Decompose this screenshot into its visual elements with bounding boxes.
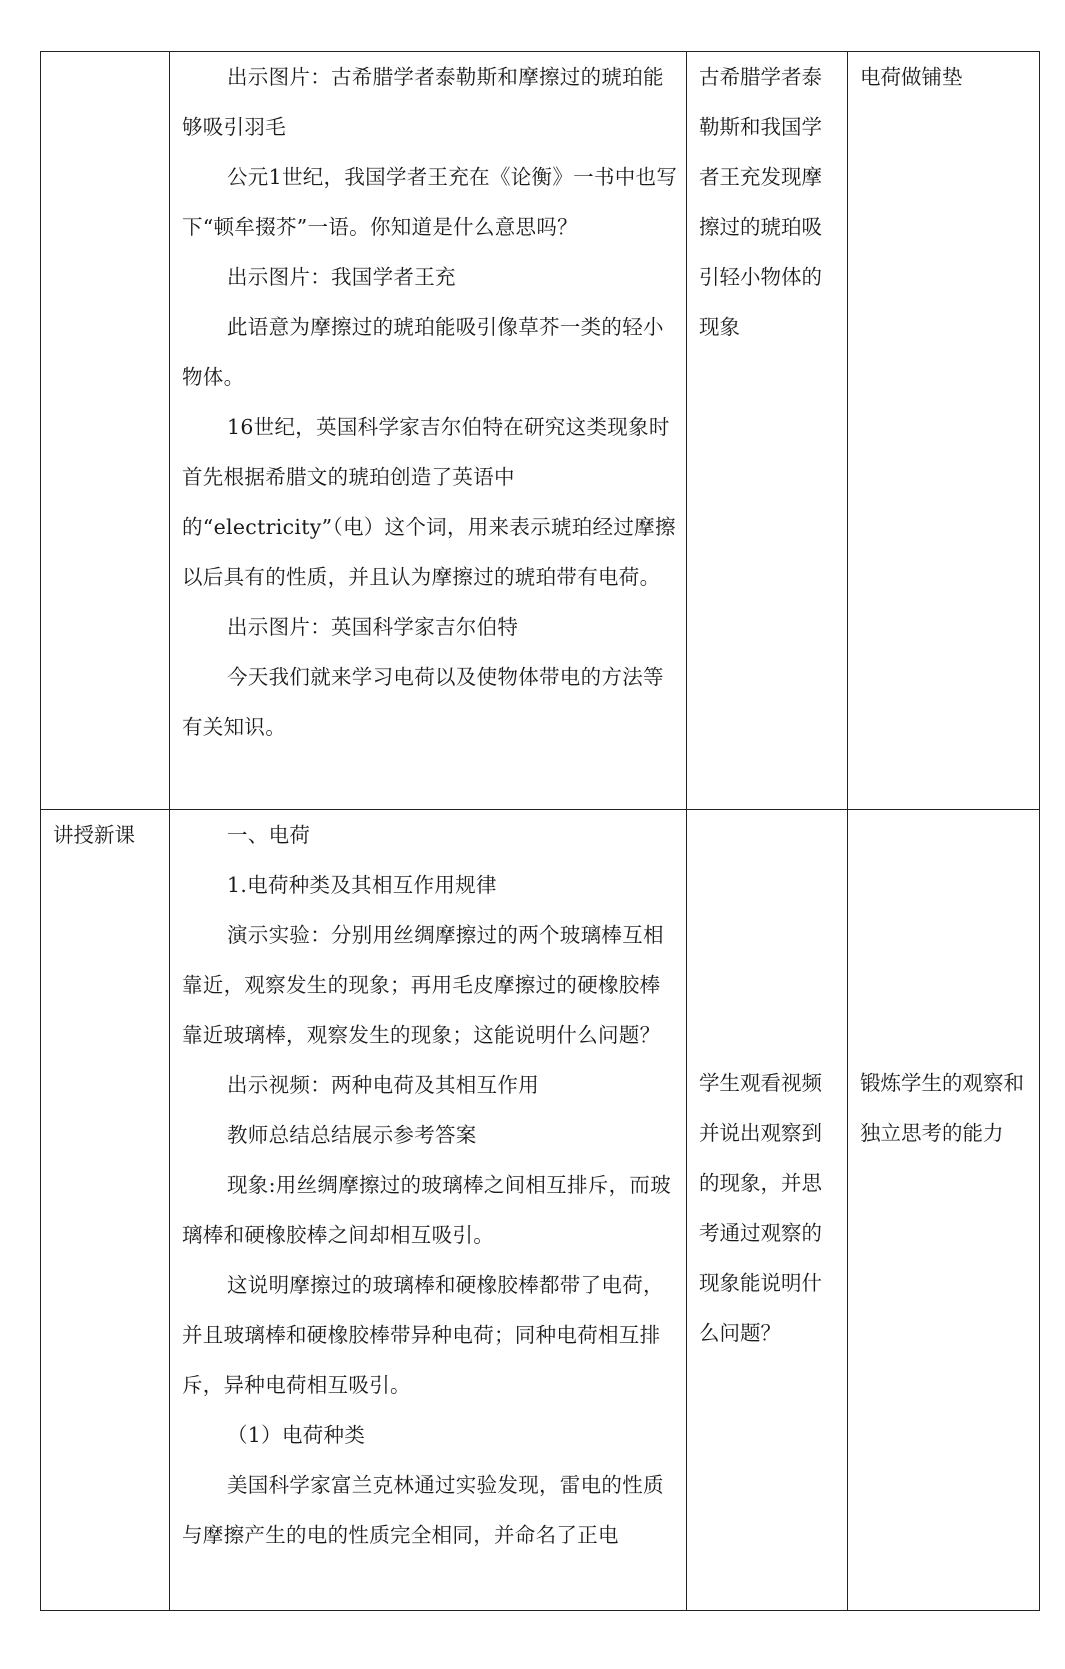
cell-spacer: [860, 814, 1031, 1058]
table-row: [41, 52, 1040, 810]
lesson-plan-table: [40, 51, 1040, 1611]
cell-spacer: [699, 814, 839, 1058]
content-cell: [170, 810, 687, 1611]
design-intent-cell: [848, 810, 1040, 1611]
content-paragraph: 现象:用丝绸摩擦过的玻璃棒之间相互排斥，而玻璃棒和硬橡胶棒之间却相互吸引。: [182, 1173, 672, 1247]
content-paragraph: 这说明摩擦过的玻璃棒和硬橡胶棒都带了电荷，并且玻璃棒和硬橡胶棒带异种电荷；同种电荷相互排斥，异种电荷相互吸引。: [182, 1273, 664, 1397]
content-paragraph: 出示视频：两种电荷及其相互作用: [227, 1073, 539, 1097]
content-paragraph: 此语意为摩擦过的琥珀能吸引像草芥一类的轻小物体。: [182, 315, 664, 389]
student-activity-text: 学生观看视频并说出观察到的现象，并思考通过观察的现象能说明什么问题？: [699, 1071, 822, 1345]
design-intent-text: 锻炼学生的观察和独立思考的能力: [860, 1071, 1024, 1145]
content-paragraph: 美国科学家富兰克林通过实验发现，雷电的性质与摩擦产生的电的性质完全相同，并命名了正电: [182, 1473, 664, 1547]
content-paragraph: （1）电荷种类: [227, 1423, 366, 1447]
content-paragraph: 演示实验：分别用丝绸摩擦过的两个玻璃棒互相靠近，观察发生的现象；再用毛皮摩擦过的硬橡胶棒靠近玻璃棒，观察发生的现象；这能说明什么问题？: [182, 923, 664, 1047]
design-intent-cell: 电荷做铺垫: [848, 52, 1040, 810]
content-paragraph: 16世纪，英国科学家吉尔伯特在研究这类现象时首先根据希腊文的琥珀创造了英语中的“electricity”（电）这个词，用来表示琥珀经过摩擦以后具有的性质，并且认为摩擦过的琥珀带有电荷。: [182, 415, 676, 589]
stage-cell: 讲授新课: [41, 810, 170, 1611]
content-paragraph: 公元1世纪，我国学者王充在《论衡》一书中也写下“顿牟掇芥”一语。你知道是什么意思吗？: [182, 165, 678, 239]
student-activity-cell: [687, 810, 848, 1611]
content-paragraph: 出示图片：我国学者王充: [227, 265, 456, 289]
content-paragraph: 1.电荷种类及其相互作用规律: [227, 873, 497, 897]
content-paragraph: 出示图片：古希腊学者泰勒斯和摩擦过的琥珀能够吸引羽毛: [182, 65, 664, 139]
stage-cell: [41, 52, 170, 810]
content-paragraph: 教师总结总结展示参考答案: [227, 1123, 477, 1147]
content-paragraph: 一、电荷: [227, 823, 311, 847]
content-paragraph: 今天我们就来学习电荷以及使物体带电的方法等有关知识。: [182, 665, 664, 739]
student-activity-cell: 古希腊学者泰勒斯和我国学者王充发现摩擦过的琥珀吸引轻小物体的现象: [687, 52, 848, 810]
content-cell: [170, 52, 687, 810]
table-row: [41, 810, 1040, 1611]
content-paragraph: 出示图片：英国科学家吉尔伯特: [227, 615, 519, 639]
